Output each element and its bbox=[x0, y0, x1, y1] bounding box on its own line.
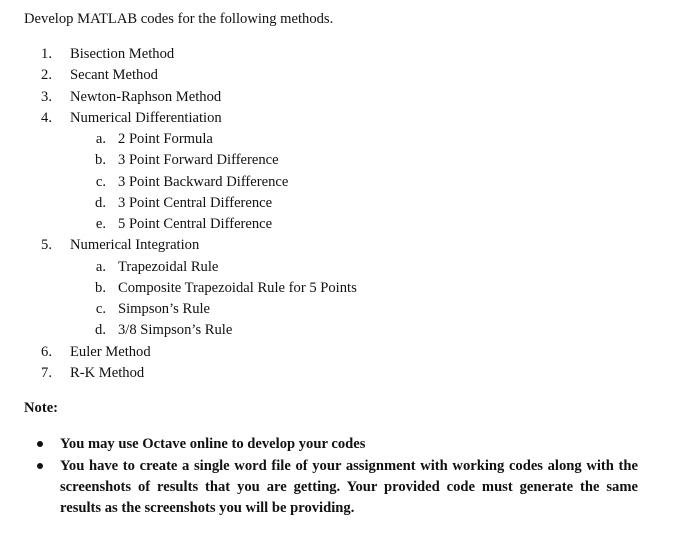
list-item-number: 4. bbox=[41, 109, 52, 126]
list-item-number: 1. bbox=[41, 46, 52, 62]
sub-list-item-label: 3/8 Simpson’s Rule bbox=[118, 322, 233, 339]
list-item-label: Euler Method bbox=[70, 343, 151, 360]
sub-list-item-label: 3 Point Central Difference bbox=[118, 194, 273, 211]
note-label: Note: bbox=[24, 400, 59, 416]
list-item-label: Bisection Method bbox=[70, 46, 175, 62]
sub-list-item-letter: d. bbox=[95, 194, 106, 211]
list-item-number: 3. bbox=[41, 88, 52, 105]
sub-list-item-label: Composite Trapezoidal Rule for 5 Points bbox=[118, 279, 357, 296]
sub-list-item-letter: b. bbox=[95, 279, 106, 296]
sub-list-item-letter: d. bbox=[95, 322, 106, 339]
sub-list-item-label: 5 Point Central Difference bbox=[118, 216, 273, 232]
sub-list-item-letter: c. bbox=[95, 301, 106, 317]
list-item-number: 2. bbox=[41, 67, 52, 84]
sub-list-item-label: Simpson’s Rule bbox=[118, 301, 211, 317]
sub-list-item-letter: a. bbox=[95, 258, 106, 275]
list-item-label: Newton-Raphson Method bbox=[70, 88, 222, 105]
sub-list-item-letter: a. bbox=[95, 131, 106, 147]
sub-list-item-label: 2 Point Formula bbox=[118, 131, 213, 147]
intro-text: Develop MATLAB codes for the following methods. bbox=[24, 11, 334, 27]
list-item-label: Numerical Integration bbox=[70, 237, 200, 254]
sub-list-item-label: 3 Point Forward Difference bbox=[118, 152, 279, 169]
sub-list-item-label: Trapezoidal Rule bbox=[118, 258, 219, 275]
sub-list-item-label: 3 Point Backward Difference bbox=[118, 173, 289, 190]
list-item-label: Secant Method bbox=[70, 67, 158, 84]
list-item-number: 6. bbox=[41, 343, 52, 360]
bullet-dot bbox=[37, 463, 43, 469]
sub-list-item-letter: b. bbox=[95, 152, 106, 169]
list-item-label: R-K Method bbox=[70, 364, 145, 381]
list-item-number: 7. bbox=[41, 364, 52, 381]
bullet-dot bbox=[37, 441, 43, 447]
list-item-number: 5. bbox=[41, 237, 52, 254]
note-item: You may use Octave online to develop your codes bbox=[60, 436, 366, 452]
note-item: You have to create a single word file of your assignment with working codes along with the screenshots of results that you are getting. Your provided code must generate the same results as the screenshots you will be providing. bbox=[60, 458, 638, 516]
sub-list-item-letter: c. bbox=[95, 173, 106, 190]
sub-list-item-letter: e. bbox=[95, 216, 106, 232]
list-item-label: Numerical Differentiation bbox=[70, 109, 222, 126]
